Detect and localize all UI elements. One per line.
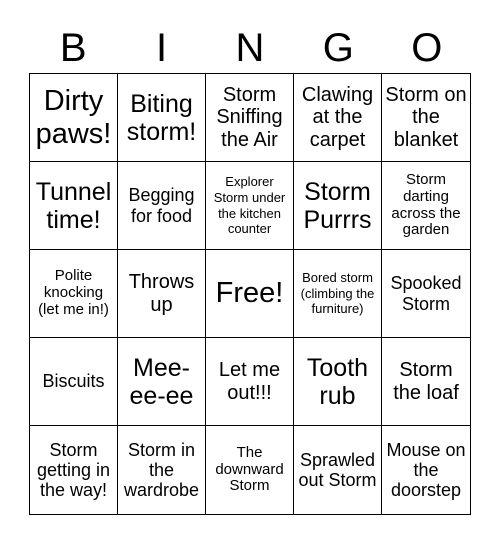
bingo-cell[interactable]: [382, 74, 470, 162]
cell-text: Storm the loaf: [393, 359, 459, 404]
cell-text: Polite knocking (let me in!): [38, 267, 109, 318]
bingo-cell[interactable]: [294, 338, 382, 426]
cell-text: Free!: [215, 277, 284, 310]
bingo-cell[interactable]: [30, 426, 118, 514]
cell-text: Throws up: [128, 271, 195, 316]
bingo-cell[interactable]: [294, 426, 382, 514]
cell-text: Storm darting across the garden: [391, 170, 461, 239]
bingo-cell[interactable]: [382, 250, 470, 338]
cell-text: Storm Sniffing the Air: [216, 83, 283, 151]
header-letter-b: B: [59, 26, 87, 70]
cell-text: Mee-ee-ee: [129, 353, 194, 410]
cell-text: Biscuits: [42, 371, 105, 392]
bingo-cell[interactable]: [30, 338, 118, 426]
bingo-cell[interactable]: [382, 162, 470, 250]
bingo-cell[interactable]: [118, 162, 206, 250]
cell-text: Tooth rub: [306, 353, 369, 410]
bingo-cell[interactable]: [382, 426, 470, 514]
cell-text: Clawing at the carpet: [301, 83, 374, 151]
bingo-cell[interactable]: [294, 162, 382, 250]
header-letter-i: I: [156, 26, 168, 70]
bingo-cell[interactable]: [30, 74, 118, 162]
cell-text: Explorer Storm under the kitchen counter: [213, 174, 286, 237]
cell-text: Storm in the wardrobe: [123, 439, 200, 501]
header-letter-g: G: [322, 26, 354, 70]
bingo-cell[interactable]: [294, 74, 382, 162]
header-letter-o: O: [411, 26, 443, 70]
bingo-cell[interactable]: [382, 338, 470, 426]
cell-text: Tunnel time!: [35, 177, 112, 234]
cell-text: Storm getting in the way!: [36, 439, 111, 501]
bingo-cell[interactable]: [30, 250, 118, 338]
cell-text: Bored storm (climbing the furniture): [300, 270, 375, 317]
bingo-cell[interactable]: [206, 74, 294, 162]
bingo-cell[interactable]: [118, 426, 206, 514]
cell-text: Let me out!!!: [218, 359, 281, 404]
bingo-cell[interactable]: [294, 250, 382, 338]
cell-text: Mouse on the doorstep: [386, 439, 466, 501]
bingo-cell[interactable]: [118, 338, 206, 426]
cell-text: Begging for food: [128, 185, 195, 226]
header-letter-n: N: [235, 26, 265, 70]
cell-text: Dirty paws!: [35, 85, 112, 150]
cell-text: Biting storm!: [126, 89, 197, 146]
cell-text: Storm Purrrs: [303, 177, 372, 234]
bingo-cell[interactable]: [206, 426, 294, 514]
cell-text: Spooked Storm: [390, 273, 462, 314]
cell-text: Storm on the blanket: [385, 83, 467, 151]
cell-text: Sprawled out Storm: [298, 449, 377, 490]
bingo-cell[interactable]: [30, 162, 118, 250]
bingo-board: [29, 73, 471, 515]
bingo-cell[interactable]: [118, 74, 206, 162]
bingo-cell[interactable]: [206, 162, 294, 250]
cell-text: The downward Storm: [215, 443, 284, 495]
bingo-header: [29, 22, 471, 74]
bingo-cell[interactable]: [206, 338, 294, 426]
bingo-cell[interactable]: [118, 250, 206, 338]
bingo-cell[interactable]: [206, 250, 294, 338]
